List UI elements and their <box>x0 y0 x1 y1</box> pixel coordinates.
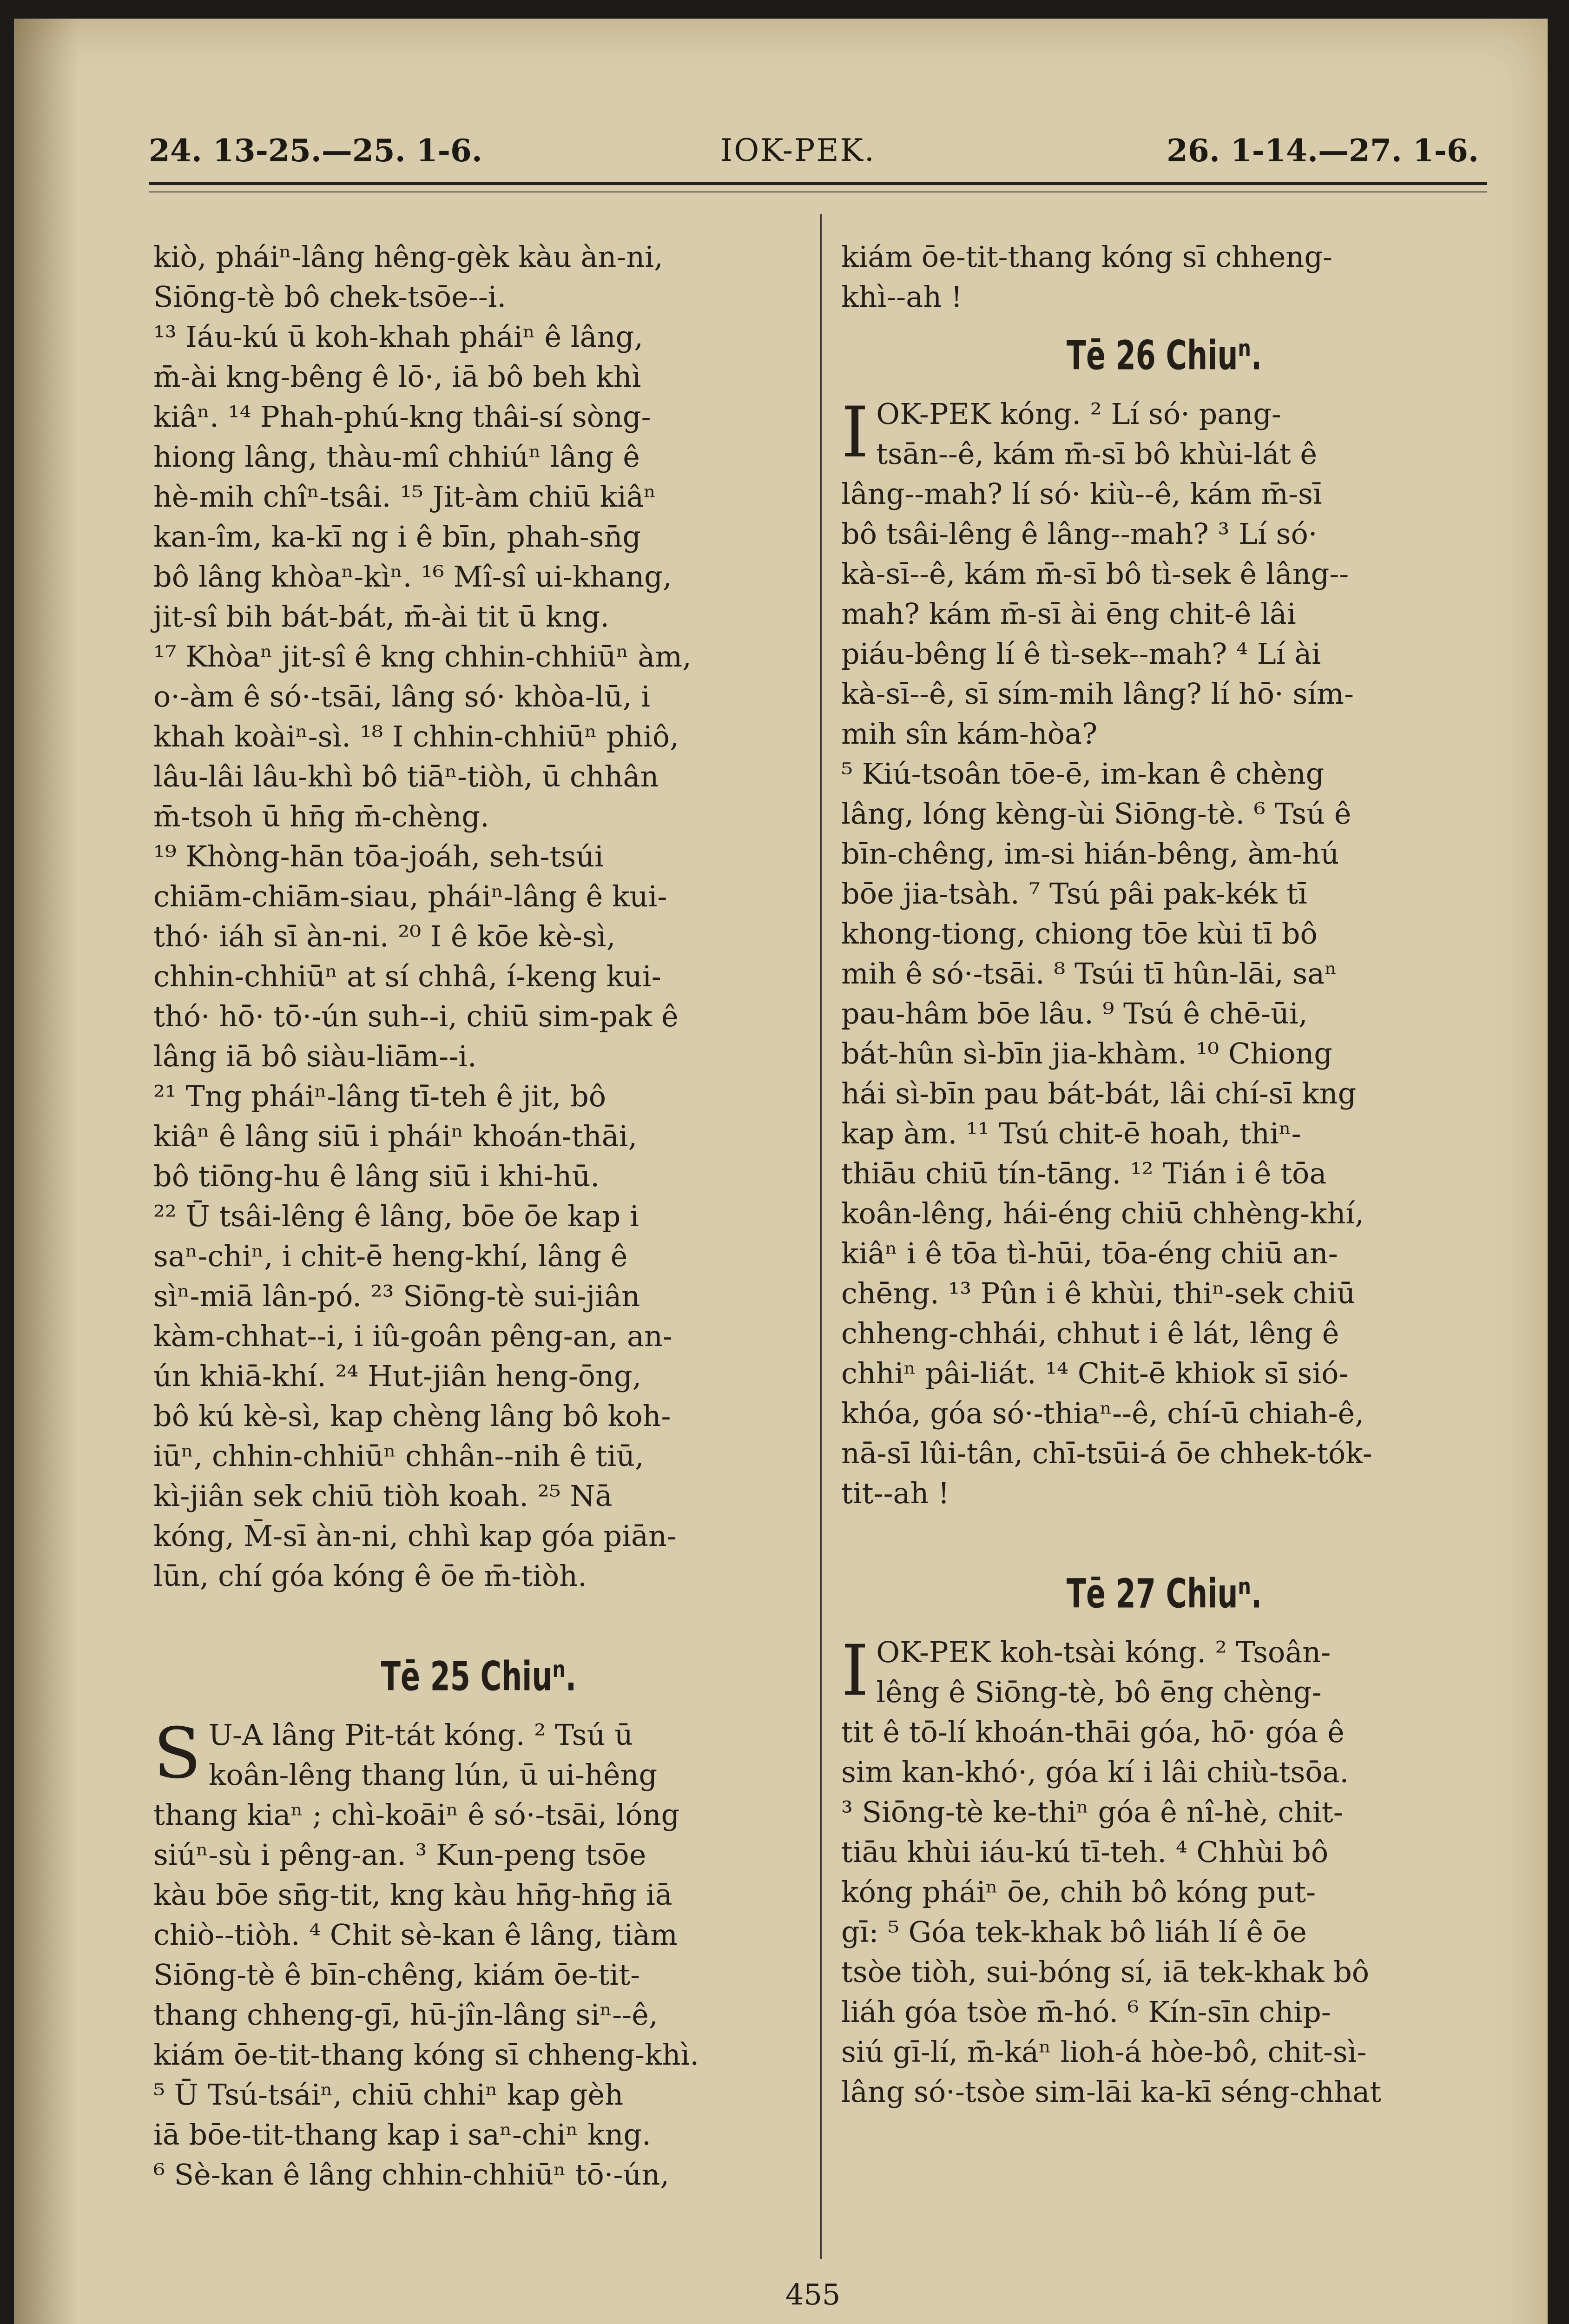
text-line: piáu-bêng lí ê tì-sek--mah? ⁴ Lí ài <box>841 637 1321 671</box>
text-line: chheng-chhái, chhut i ê lát, lêng ê <box>841 1316 1339 1350</box>
text-line: lêng ê Siōng-tè, bô ēng chèng- <box>876 1675 1322 1709</box>
header-rule-thin <box>149 191 1487 192</box>
chapter-heading-26: Tē 26 Chiuⁿ. <box>1066 331 1262 379</box>
book-page <box>14 19 1548 2324</box>
text-line: kan-îm, ka-kī ng i ê bīn, phah-sn̄g <box>153 520 641 554</box>
text-line: ⁶ Sè-kan ê lâng chhin-chhiūⁿ tō·-ún, <box>153 2158 670 2192</box>
text-line: thang kiaⁿ ; chì-koāiⁿ ê só·-tsāi, lóng <box>153 1798 680 1832</box>
left-column <box>153 237 804 2195</box>
chapter-heading-27: Tē 27 Chiuⁿ. <box>1066 1570 1262 1618</box>
chapter-26-text <box>841 394 1487 1513</box>
drop-cap: I <box>841 392 869 473</box>
text-line: khong-tiong, chiong tōe kùi tī bô <box>841 917 1318 951</box>
text-line: ⁵ Ū Tsú-tsáiⁿ, chiū chhiⁿ kap gèh <box>153 2078 624 2112</box>
text-line: chhiⁿ pâi-liát. ¹⁴ Chit-ē khiok sī sió- <box>841 1356 1349 1390</box>
text-line: m̄-ài kng-bêng ê lō·, iā bô beh khì <box>153 360 641 394</box>
text-line: gī: ⁵ Góa tek-khak bô liáh lí ê ōe <box>841 1915 1307 1949</box>
text-line: o·-àm ê só·-tsāi, lâng só· khòa-lū, i <box>153 680 651 713</box>
text-line: lūn, chí góa kóng ê ōe m̄-tiòh. <box>153 1559 587 1593</box>
text-line: siúⁿ-sù i pêng-an. ³ Kun-peng tsōe <box>153 1838 646 1872</box>
left-column-text <box>153 237 804 1596</box>
text-line: lâng, lóng kèng-ùi Siōng-tè. ⁶ Tsú ê <box>841 797 1351 831</box>
chapter-heading-25: Tē 25 Chiuⁿ. <box>381 1652 577 1700</box>
chapter-27-text <box>841 1632 1487 2112</box>
text-line: mih sîn kám-hòa? <box>841 717 1098 751</box>
text-line: nā-sī lûi-tân, chī-tsūi-á ōe chhek-tók- <box>841 1436 1372 1470</box>
text-line: siú gī-lí, m̄-káⁿ lioh-á hòe-bô, chit-sì- <box>841 2035 1367 2069</box>
text-line: thiāu chiū tín-tāng. ¹² Tián i ê tōa <box>841 1156 1327 1190</box>
running-header-title: IOK-PEK. <box>720 132 876 168</box>
text-line: tsān--ê, kám m̄-sī bô khùi-lát ê <box>876 437 1318 471</box>
text-line: bô lâng khòaⁿ-kìⁿ. ¹⁶ Mî-sî ui-khang, <box>153 560 672 594</box>
text-line: kiâⁿ ê lâng siū i pháiⁿ khoán-thāi, <box>153 1119 638 1153</box>
text-line: kì-jiân sek chiū tiòh koah. ²⁵ Nā <box>153 1479 613 1513</box>
text-line: tiāu khùi iáu-kú tī-teh. ⁴ Chhùi bô <box>841 1835 1329 1869</box>
text-line: chiām-chiām-siau, pháiⁿ-lâng ê kui- <box>153 879 667 913</box>
text-line: khì--ah ! <box>841 280 962 314</box>
column-divider <box>820 214 822 2259</box>
text-line: iā bōe-tit-thang kap i saⁿ-chiⁿ kng. <box>153 2118 651 2152</box>
text-line: ¹⁷ Khòaⁿ jit-sî ê kng chhin-chhiūⁿ àm, <box>153 640 692 673</box>
text-line: ²¹ Tng pháiⁿ-lâng tī-teh ê jit, bô <box>153 1079 607 1113</box>
text-line: kiâⁿ. ¹⁴ Phah-phú-kng thâi-sí sòng- <box>153 400 651 434</box>
text-line: m̄-tsoh ū hn̄g m̄-chèng. <box>153 799 489 833</box>
text-line: kiám ōe-tit-thang kóng sī chheng-khì. <box>153 2038 699 2072</box>
text-line: tit--ah ! <box>841 1476 950 1510</box>
text-line: lâng iā bô siàu-liām--i. <box>153 1039 477 1073</box>
text-line: kiò, pháiⁿ-lâng hêng-gèk kàu àn-ni, <box>153 240 663 274</box>
text-line: ²² Ū tsâi-lêng ê lâng, bōe ōe kap i <box>153 1199 639 1233</box>
text-line: sim kan-khó·, góa kí i lâi chiù-tsōa. <box>841 1755 1349 1789</box>
right-column-text <box>841 237 1487 317</box>
running-header-left: 24. 13-25.—25. 1-6. <box>149 132 482 169</box>
text-line: ⁵ Kiú-tsoân tōe-ē, im-kan ê chèng <box>841 757 1325 791</box>
text-line: ³ Siōng-tè ke-thiⁿ góa ê nî-hè, chit- <box>841 1795 1343 1829</box>
text-line: koân-lêng, hái-éng chiū chhèng-khí, <box>841 1196 1364 1230</box>
text-line: hiong lâng, thàu-mî chhiúⁿ lâng ê <box>153 440 640 474</box>
text-line: bô tiōng-hu ê lâng siū i khi-hū. <box>153 1159 600 1193</box>
drop-cap: S <box>153 1713 201 1794</box>
text-line: Siōng-tè bô chek-tsōe--i. <box>153 280 507 314</box>
text-line: chēng. ¹³ Pûn i ê khùi, thiⁿ-sek chiū <box>841 1276 1356 1310</box>
text-line: hái sì-bīn pau bát-bát, lâi chí-sī kng <box>841 1076 1357 1110</box>
text-line: bô tsâi-lêng ê lâng--mah? ³ Lí só· <box>841 517 1318 551</box>
text-line: lâu-lâi lâu-khì bô tiāⁿ-tiòh, ū chhân <box>153 759 659 793</box>
text-line: pau-hâm bōe lâu. ⁹ Tsú ê chē-ūi, <box>841 997 1308 1030</box>
text-line: ¹³ Iáu-kú ū koh-khah pháiⁿ ê lâng, <box>153 320 643 354</box>
text-line: liáh góa tsòe m̄-hó. ⁶ Kín-sīn chip- <box>841 1995 1331 2029</box>
text-line: mih ê só·-tsāi. ⁸ Tsúi tī hûn-lāi, saⁿ <box>841 957 1337 990</box>
text-line: thó· iáh sī àn-ni. ²⁰ I ê kōe kè-sì, <box>153 919 616 953</box>
text-line: hè-mih chîⁿ-tsâi. ¹⁵ Jit-àm chiū kiâⁿ <box>153 480 656 514</box>
text-line: bīn-chêng, im-si hián-bêng, àm-hú <box>841 837 1339 871</box>
text-line: khah koàiⁿ-sì. ¹⁸ I chhin-chhiūⁿ phiô, <box>153 720 679 753</box>
chapter-25-text <box>153 1715 804 2195</box>
text-line: thang chheng-gī, hū-jîn-lâng siⁿ--ê, <box>153 1998 658 2032</box>
text-line: chhin-chhiūⁿ at sí chhâ, í-keng kui- <box>153 959 661 993</box>
header-rule-thick <box>149 182 1487 185</box>
text-line: kap àm. ¹¹ Tsú chit-ē hoah, thiⁿ- <box>841 1116 1301 1150</box>
text-line: chiò--tiòh. ⁴ Chit sè-kan ê lâng, tiàm <box>153 1918 678 1952</box>
text-line: bōe jia-tsàh. ⁷ Tsú pâi pak-kék tī <box>841 877 1307 911</box>
text-line: bát-hûn sì-bīn jia-khàm. ¹⁰ Chiong <box>841 1037 1332 1070</box>
text-line: sìⁿ-miā lân-pó. ²³ Siōng-tè sui-jiân <box>153 1279 640 1313</box>
binding-shadow <box>14 19 79 2324</box>
text-line: saⁿ-chiⁿ, i chit-ē heng-khí, lâng ê <box>153 1239 628 1273</box>
text-line: kiám ōe-tit-thang kóng sī chheng- <box>841 240 1332 274</box>
text-line: Siōng-tè ê bīn-chêng, kiám ōe-tit- <box>153 1958 640 1992</box>
text-line: U-A lâng Pit-tát kóng. ² Tsú ū <box>208 1718 633 1752</box>
text-line: kiâⁿ i ê tōa tì-hūi, tōa-éng chiū an- <box>841 1236 1338 1270</box>
text-line: khóa, góa só·-thiaⁿ--ê, chí-ū chiah-ê, <box>841 1396 1364 1430</box>
text-line: kà-sī--ê, sī sím-mih lâng? lí hō· sím- <box>841 677 1354 711</box>
text-line: ¹⁹ Khòng-hān tōa-joáh, seh-tsúi <box>153 839 604 873</box>
running-header-right: 26. 1-14.—27. 1-6. <box>1167 132 1479 169</box>
page-number: 455 <box>785 2278 841 2311</box>
text-line: kàu bōe sn̄g-tit, kng kàu hn̄g-hn̄g iā <box>153 1878 672 1912</box>
text-line: bô kú kè-sì, kap chèng lâng bô koh- <box>153 1399 671 1433</box>
text-line: koân-lêng thang lún, ū ui-hêng <box>208 1758 658 1792</box>
text-line: OK-PEK koh-tsài kóng. ² Tsoân- <box>876 1635 1331 1669</box>
text-line: tsòe tiòh, sui-bóng sí, iā tek-khak bô <box>841 1955 1370 1989</box>
text-line: mah? kám m̄-sī ài ēng chit-ê lâi <box>841 597 1296 631</box>
text-line: jit-sî bih bát-bát, m̄-ài tit ū kng. <box>153 600 610 634</box>
text-line: thó· hō· tō·-ún suh--i, chiū sim-pak ê <box>153 999 679 1033</box>
text-line: kóng, M̄-sī àn-ni, chhì kap góa piān- <box>153 1519 677 1553</box>
text-line: lâng só·-tsòe sim-lāi ka-kī séng-chhat <box>841 2075 1382 2109</box>
text-line: kà-sī--ê, kám m̄-sī bô tì-sek ê lâng-- <box>841 557 1349 591</box>
text-line: kàm-chhat--i, i iû-goân pêng-an, an- <box>153 1319 672 1353</box>
text-line: ún khiā-khí. ²⁴ Hut-jiân heng-ōng, <box>153 1359 642 1393</box>
text-line: tit ê tō-lí khoán-thāi góa, hō· góa ê <box>841 1715 1345 1749</box>
drop-cap: I <box>841 1631 869 1711</box>
right-column <box>841 237 1487 2112</box>
text-line: kóng pháiⁿ ōe, chih bô kóng put- <box>841 1875 1316 1909</box>
text-line: iūⁿ, chhin-chhiūⁿ chhân--nih ê tiū, <box>153 1439 644 1473</box>
text-line: lâng--mah? lí só· kiù--ê, kám m̄-sī <box>841 477 1322 511</box>
text-line: OK-PEK kóng. ² Lí só· pang- <box>876 397 1281 431</box>
